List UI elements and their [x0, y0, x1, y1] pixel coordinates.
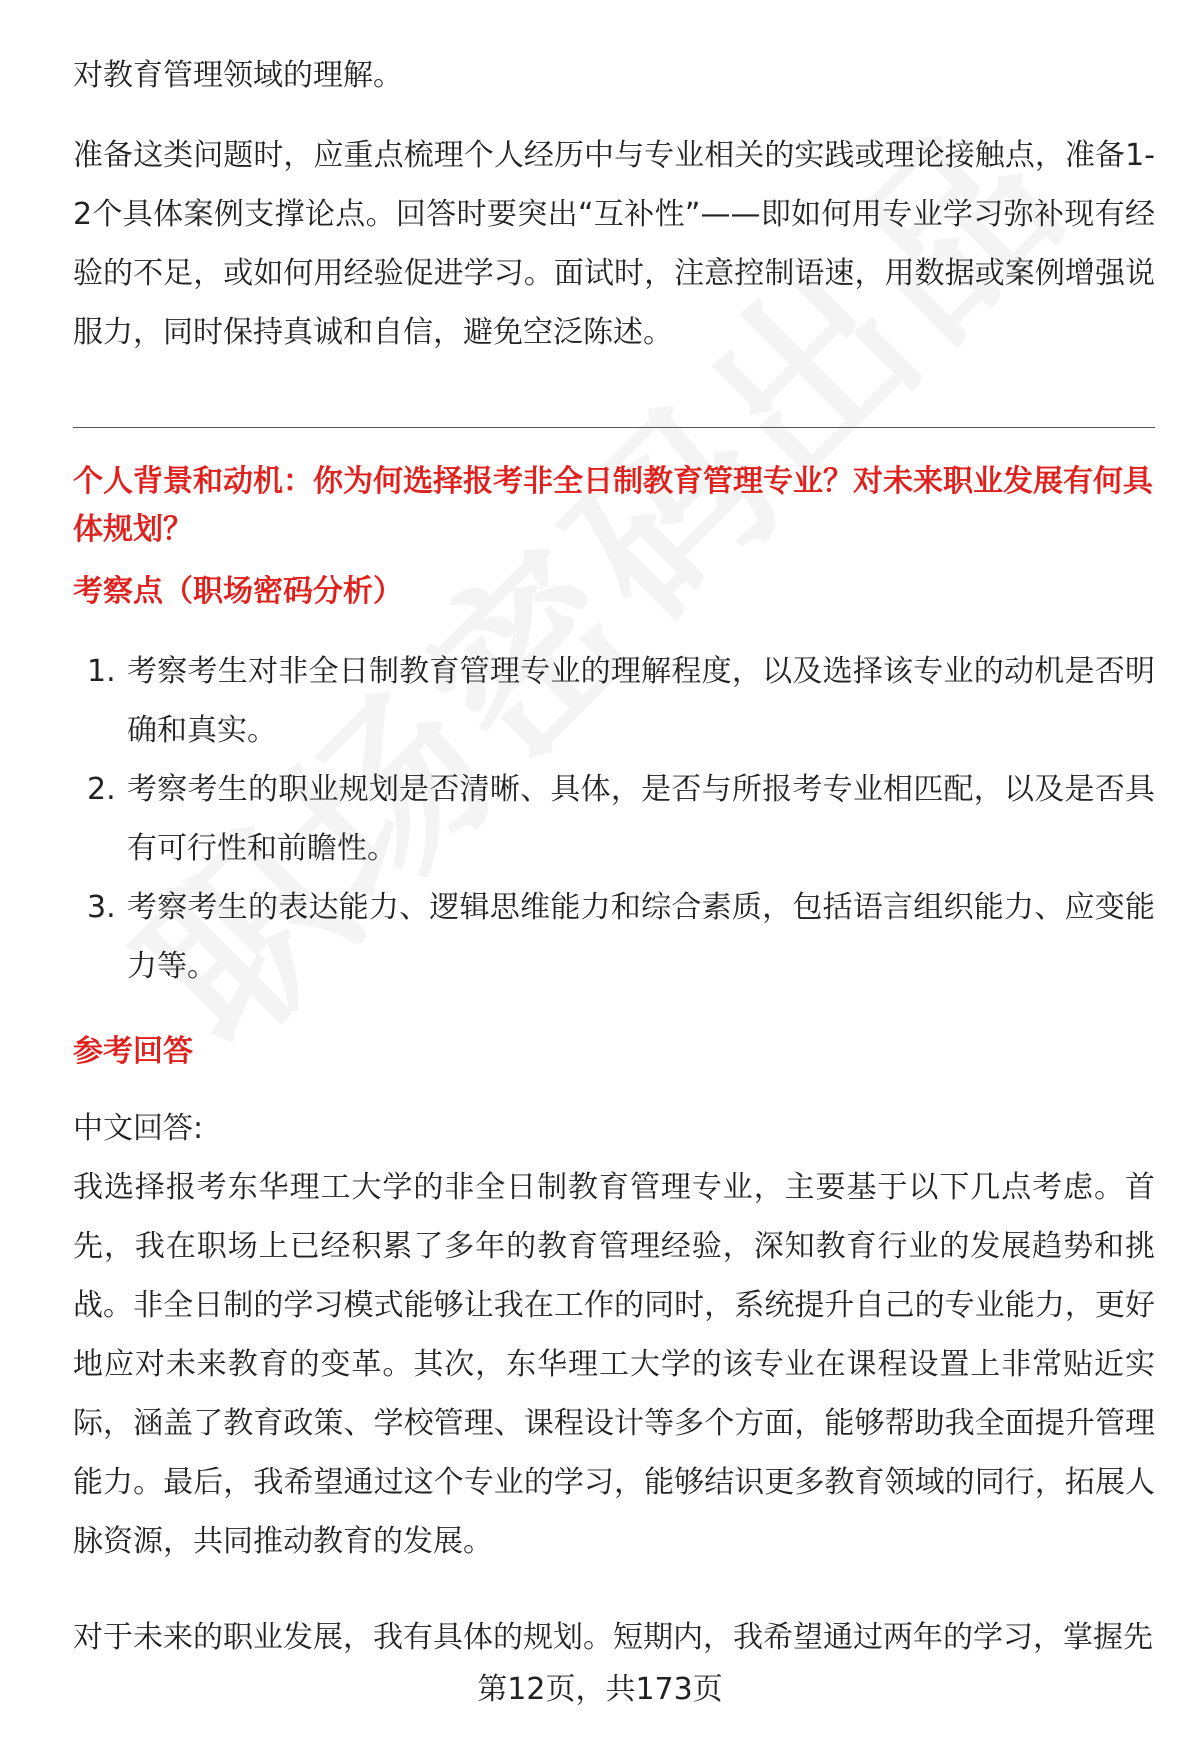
document-page	[73, 0, 1155, 1755]
answer-heading: 参考回答	[73, 1034, 193, 1069]
future-paragraph: 对于未来的职业发展，我有具体的规划。短期内，我希望通过两年的学习，掌握先	[73, 1620, 1153, 1655]
answer-heading-block	[73, 1028, 1155, 1076]
section-divider	[73, 427, 1155, 428]
page-number-footer: 第12页，共173页	[477, 1672, 723, 1707]
list-item	[73, 760, 1155, 878]
points-heading-block	[73, 568, 1155, 616]
list-item	[73, 642, 1155, 760]
list-item-number: 2.	[87, 772, 116, 807]
answer-label: 中文回答:	[73, 1111, 204, 1146]
answer-paragraph-block	[73, 1158, 1155, 1571]
list-item	[73, 878, 1155, 996]
question-heading: 个人背景和动机：你为何选择报考非全日制教育管理专业？对未来职业发展有何具体规划？	[73, 464, 1153, 547]
list-item-number: 3.	[87, 890, 116, 925]
future-paragraph-block	[73, 1608, 1155, 1667]
list-item-text: 考察考生的表达能力、逻辑思维能力和综合素质，包括语言组织能力、应变能力等。	[127, 890, 1155, 984]
answer-paragraph: 我选择报考东华理工大学的非全日制教育管理专业，主要基于以下几点考虑。首先，我在职场上已经积累了多年的教育管理经验，深知教育行业的发展趋势和挑战。非全日制的学习模式能够让我在工作的同时，系统提升自己的专业能力，更好地应对未来教育的变革。其次，东华理工大学的该专业在课程设置上非常贴近实际，涵盖了教育政策、学校管理、课程设计等多个方面，能够帮助我全面提升管理能力。最后，我希望通过这个专业的学习，能够结识更多教育领域的同行，拓展人脉资源，共同推动教育的发展。	[73, 1170, 1155, 1559]
list-item-text: 考察考生对非全日制教育管理专业的理解程度，以及选择该专业的动机是否明确和真实。	[127, 654, 1155, 748]
list-item-number: 1.	[87, 654, 116, 689]
top-text: 对教育管理领域的理解。	[73, 58, 403, 93]
prep-paragraph-block	[73, 126, 1155, 362]
top-text-block	[73, 46, 1155, 105]
prep-paragraph: 准备这类问题时，应重点梳理个人经历中与专业相关的实践或理论接触点，准备1-2个具体案例支撑论点。回答时要突出“互补性”——即如何用专业学习弥补现有经验的不足，或如何用经验促进学习。面试时，注意控制语速，用数据或案例增强说服力，同时保持真诚和自信，避免空泛陈述。	[73, 138, 1155, 350]
points-list	[73, 642, 1155, 996]
points-heading: 考察点（职场密码分析）	[73, 574, 403, 609]
list-item-text: 考察考生的职业规划是否清晰、具体，是否与所报考专业相匹配，以及是否具有可行性和前瞻性。	[127, 772, 1155, 866]
question-block	[73, 458, 1155, 554]
answer-label-block	[73, 1099, 1155, 1158]
points-list-block	[73, 642, 1155, 996]
